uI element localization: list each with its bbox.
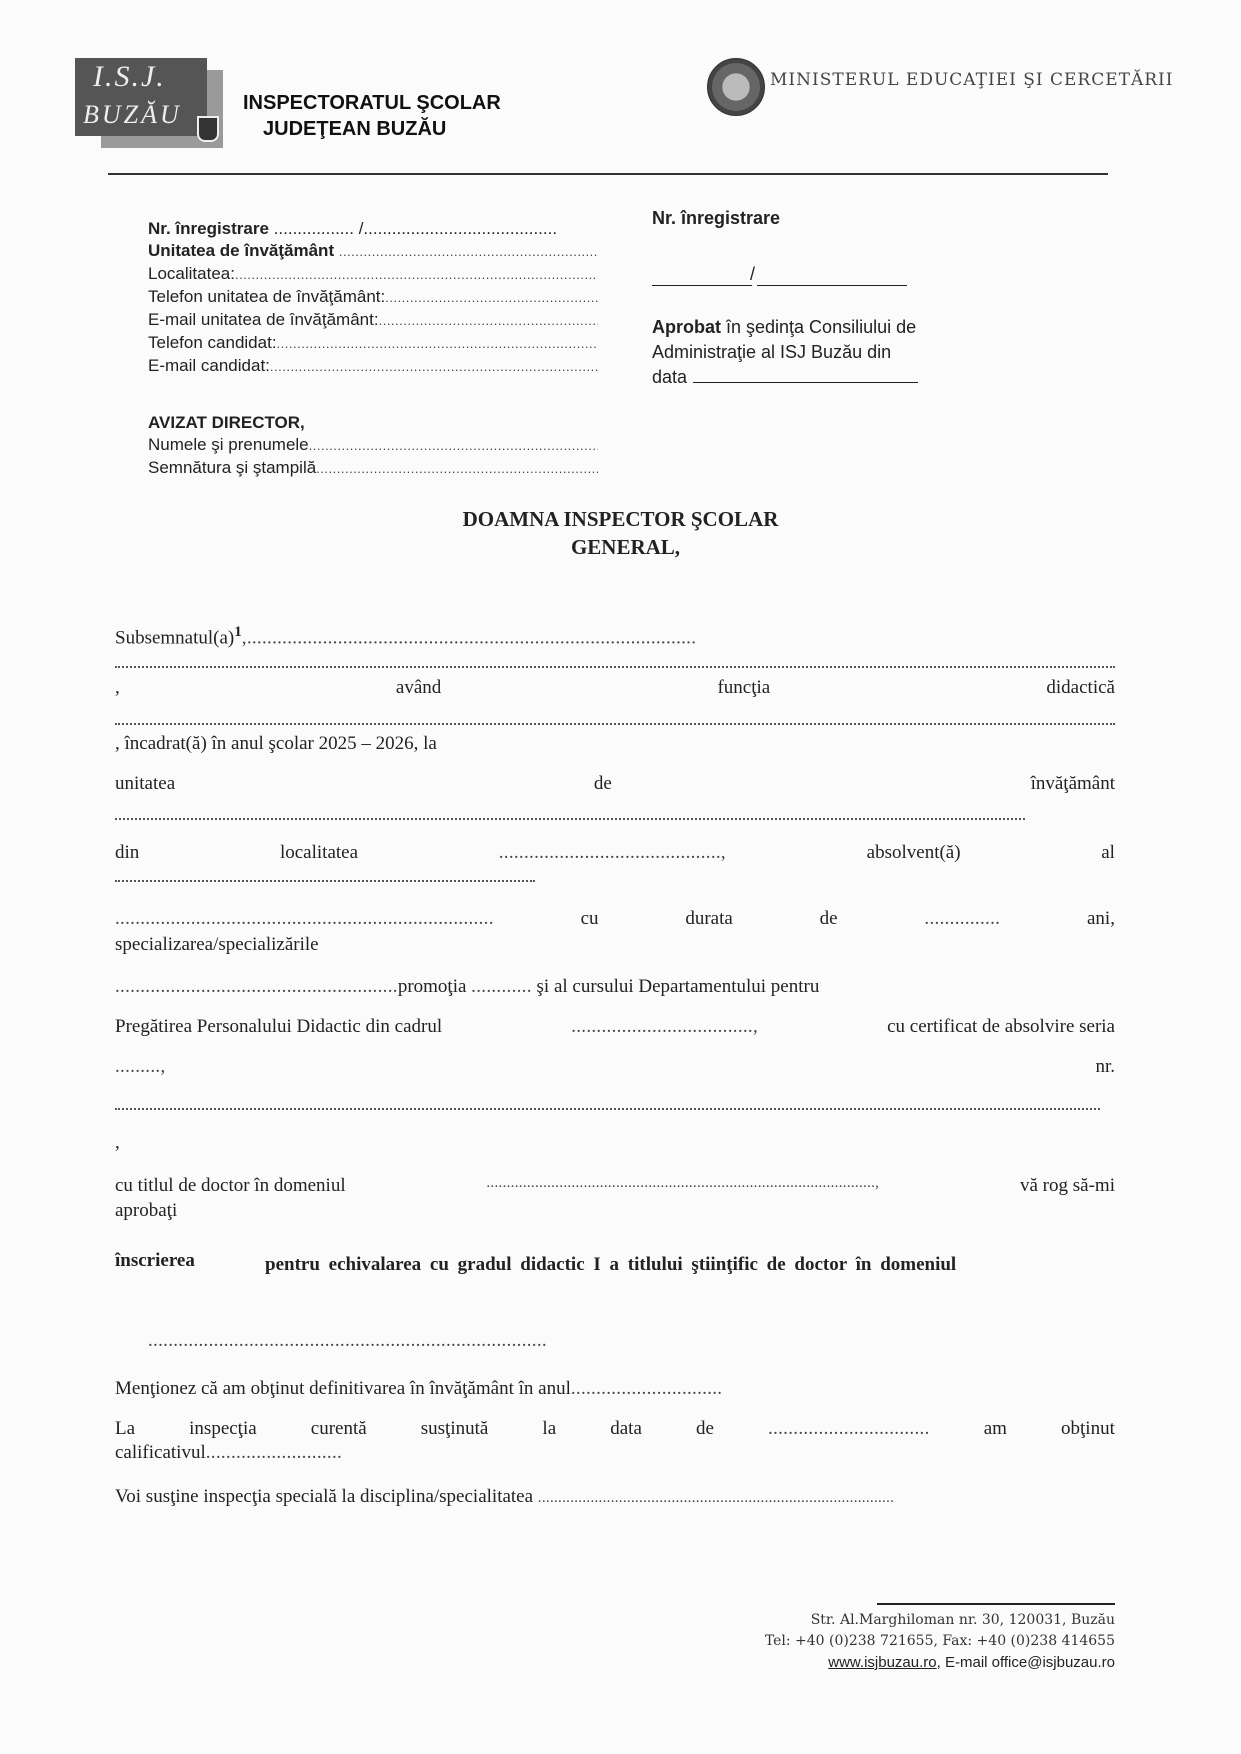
applicant-label: Subsemnatul(a) — [115, 627, 235, 649]
certificate-text: cu certificat de absolvire seria — [887, 1016, 1115, 1037]
rating-label: calificativul — [115, 1442, 206, 1463]
header-divider — [108, 173, 1108, 175]
approved-text: în şedinţa Consiliului de Administraţie al ISJ Buzău din — [652, 317, 917, 362]
from-text: din — [115, 842, 140, 863]
certificate-comma: , — [115, 1132, 120, 1153]
with-text: cu — [580, 908, 599, 929]
years-field[interactable]: ............... — [924, 908, 1001, 929]
registration-label: Nr. înregistrare — [148, 219, 269, 238]
school-row — [148, 240, 598, 263]
isj-registration-slash: / — [750, 264, 756, 284]
institution-field[interactable] — [115, 880, 535, 882]
director-name-row — [148, 434, 598, 457]
years-text: ani, — [1087, 908, 1115, 929]
school-phone-label: Telefon unitatea de învăţământ: — [148, 287, 386, 306]
candidate-email-row — [148, 355, 598, 378]
school-email-field[interactable] — [379, 309, 598, 332]
of-text: de — [593, 773, 612, 794]
footer-divider — [877, 1603, 1115, 1605]
approve-text: aprobaţi — [115, 1200, 178, 1221]
isj-registration-number-field[interactable] — [652, 285, 752, 286]
applicant-name-continuation-field[interactable] — [115, 666, 1115, 668]
inspection-word: obţinut — [1061, 1418, 1115, 1439]
logo-text-buzau: BUZĂU — [83, 100, 182, 129]
footer-contact — [700, 1610, 1115, 1674]
candidate-phone-field[interactable] — [277, 332, 598, 355]
inspection-word: inspecţia — [189, 1418, 257, 1439]
locality-text: localitatea — [279, 842, 359, 863]
isj-logo — [75, 58, 223, 148]
footer-phone-fax: Tel: +40 (0)238 721655, Fax: +40 (0)238 414655 — [764, 1633, 1115, 1649]
school-unit-field[interactable] — [115, 818, 1025, 820]
enrollment-text: pentru echivalarea cu gradul didactic I a titlului ştiinţific de doctor în domeniul — [265, 1254, 957, 1275]
domain-field-line — [148, 1330, 1148, 1352]
director-signature-label: Semnătura şi ştampilă — [148, 458, 317, 477]
registration-field[interactable]: ................. /......................................... — [273, 219, 558, 238]
training-text: Pregătirea Personalului Didactic din cadrul — [115, 1016, 443, 1037]
locality-field[interactable] — [235, 263, 598, 286]
doctor-title-line — [115, 1175, 1115, 1197]
candidate-email-label: E-mail candidat: — [148, 356, 270, 375]
specialization-field[interactable]: ........................................................ — [115, 976, 398, 997]
inspection-date-field[interactable]: ................................ — [768, 1418, 930, 1439]
isj-registration-date-field[interactable] — [757, 285, 907, 286]
director-approval-title: AVIZAT DIRECTOR, — [148, 413, 305, 432]
doctor-domain-field[interactable]: ................................................................................................, — [486, 1175, 880, 1191]
tenure-year-field[interactable]: .............................. — [570, 1378, 723, 1399]
director-signature-row — [148, 457, 598, 480]
didactic-function-field[interactable] — [115, 723, 1115, 725]
locality-graduate-line — [115, 842, 1115, 864]
approved-label: Aprobat — [652, 317, 721, 337]
inspection-word: susţinută — [420, 1418, 489, 1439]
of-text: de — [819, 908, 838, 929]
director-name-field[interactable] — [309, 434, 598, 457]
specialization-label: specializarea/specializările — [115, 934, 319, 955]
domain-field[interactable]: ............................................................................... — [148, 1330, 547, 1351]
approval-date-label: data — [652, 367, 688, 387]
unit-text: unitatea — [115, 773, 176, 794]
addressee-title-line2: GENERAL, — [570, 535, 681, 559]
function-text: funcţia — [717, 677, 771, 698]
institution-title — [243, 90, 501, 142]
rating-line — [115, 1442, 1115, 1464]
school-unit-line — [115, 773, 1115, 795]
school-label: Unitatea de învăţământ — [148, 241, 335, 260]
enrollment-label: înscrierea — [115, 1250, 195, 1271]
inspection-line — [115, 1418, 1115, 1440]
tenure-line — [115, 1378, 1115, 1400]
candidate-phone-row — [148, 332, 598, 355]
footer-address: Str. Al.Marghiloman nr. 30, 120031, Buzău — [810, 1612, 1115, 1628]
graduation-year-field[interactable]: ............ — [471, 976, 532, 997]
discipline-field[interactable]: ........................................................................................ — [537, 1490, 895, 1506]
director-approval-block — [148, 412, 598, 480]
employment-line: , încadrat(ă) în anul şcolar 2025 – 2026, la — [115, 733, 437, 754]
rating-field[interactable]: ........................... — [205, 1442, 343, 1463]
school-email-row — [148, 309, 598, 332]
addressee-title — [0, 505, 1241, 561]
school-phone-row — [148, 286, 598, 309]
ministry-name: MINISTERUL EDUCAŢIEI ŞI CERCETĂRII — [770, 70, 1174, 90]
school-email-label: E-mail unitatea de învăţământ: — [148, 310, 379, 329]
certificate-number-field[interactable] — [115, 1108, 1100, 1110]
director-name-label: Numele şi prenumele — [148, 435, 309, 454]
director-signature-field[interactable] — [316, 457, 598, 480]
special-inspection-text: Voi susţine inspecţia specială la disciplina/specialitatea — [115, 1486, 534, 1507]
approval-date-field[interactable] — [693, 368, 918, 383]
comma-text: , — [115, 677, 120, 698]
tenure-text: Menţionez că am obţinut definitivarea în învăţământ în anul — [115, 1378, 571, 1399]
department-text: şi al cursului Departamentului pentru — [536, 976, 820, 997]
inspection-word: curentă — [310, 1418, 367, 1439]
inspection-word: de — [695, 1418, 714, 1439]
education-text: învăţământ — [1030, 773, 1115, 794]
applicant-name-field[interactable]: ,......................................................................................... — [241, 627, 697, 649]
locality-label: Localitatea: — [148, 264, 235, 283]
training-institution-field[interactable]: ...................................., — [571, 1016, 759, 1037]
doctor-title-text: cu titlul de doctor în domeniul — [115, 1175, 346, 1196]
isj-registration-label: Nr. înregistrare — [652, 208, 781, 228]
school-phone-field[interactable] — [385, 286, 598, 309]
didactic-text: didactică — [1046, 677, 1115, 698]
inspection-word: data — [610, 1418, 642, 1439]
approval-note — [652, 315, 952, 390]
applicant-name-line — [115, 624, 1115, 649]
inspection-word: am — [983, 1418, 1007, 1439]
graduate-text: absolvent(ă) — [866, 842, 961, 863]
locality-row — [148, 263, 598, 286]
request-text: vă rog să-mi — [1020, 1175, 1115, 1196]
graduation-year-label: promoţia — [397, 976, 467, 997]
website-link[interactable]: www.isjbuzau.ro — [828, 1654, 937, 1671]
special-inspection-line — [115, 1486, 1115, 1508]
duration-line — [115, 908, 1115, 930]
institution-title-line2: JUDEŢEAN BUZĂU — [263, 118, 447, 140]
function-line — [115, 677, 1115, 699]
locality-field[interactable]: ............................................, — [498, 842, 726, 863]
logo-text-isj: I.S.J. — [93, 60, 166, 93]
certificate-number-line — [115, 1056, 1115, 1078]
graduation-line — [115, 976, 1115, 998]
school-info-block — [148, 218, 598, 378]
having-text: având — [395, 677, 442, 698]
candidate-phone-label: Telefon candidat: — [148, 333, 277, 352]
footer-email: , E-mail office@isjbuzau.ro — [936, 1654, 1115, 1671]
school-field[interactable] — [339, 240, 598, 263]
government-seal-icon — [707, 58, 765, 116]
institution-title-line1: INSPECTORATUL ŞCOLAR — [243, 92, 501, 114]
inspection-word: la — [542, 1418, 557, 1439]
enrollment-line — [115, 1250, 1115, 1280]
training-line — [115, 1016, 1115, 1038]
duration-text: durata — [685, 908, 733, 929]
of-the-text: al — [1101, 842, 1115, 863]
candidate-email-field[interactable] — [270, 355, 598, 378]
inspection-word: La — [115, 1418, 136, 1439]
registration-row — [148, 218, 598, 240]
number-text: nr. — [1095, 1056, 1115, 1077]
institution-continuation-field[interactable]: ........................................................................... — [115, 908, 494, 929]
coat-of-arms-icon — [197, 116, 219, 142]
footnote-marker: 1 — [234, 624, 242, 640]
certificate-series-field[interactable]: ........., — [115, 1056, 166, 1077]
addressee-title-line1: DOAMNA INSPECTOR ŞCOLAR — [462, 507, 779, 531]
